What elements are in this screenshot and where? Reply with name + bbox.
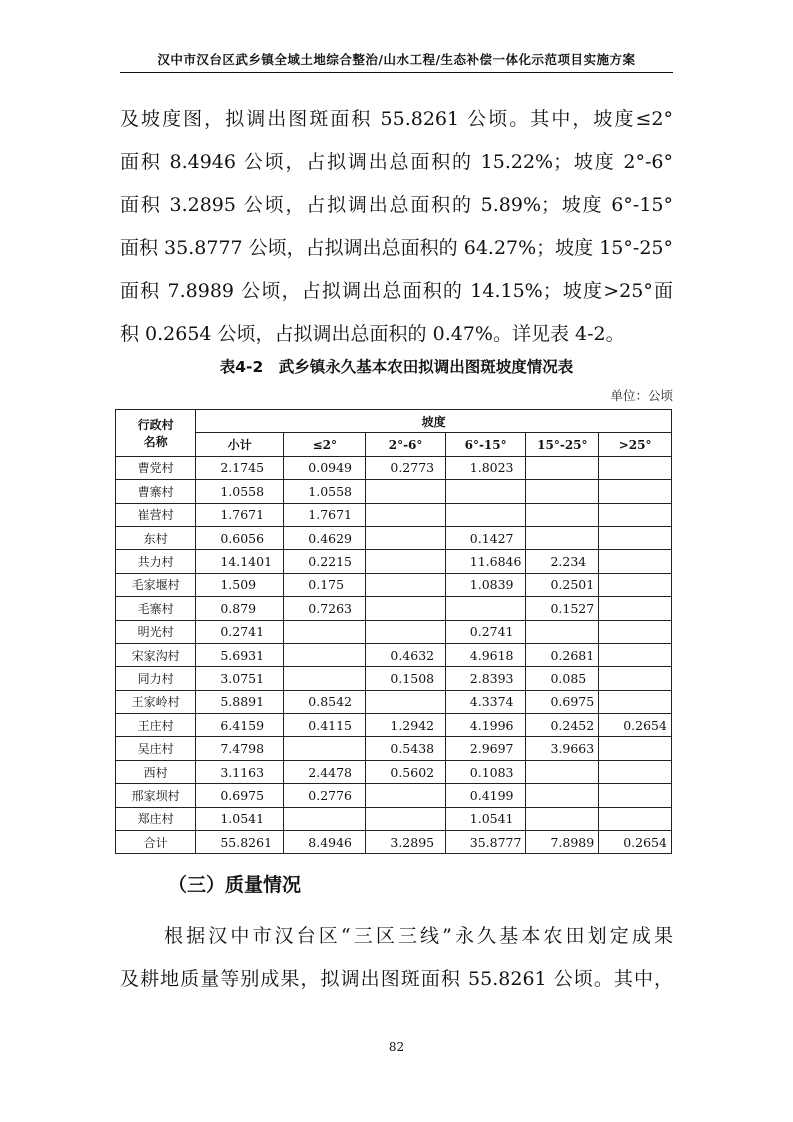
value-cell: 0.175 — [284, 573, 366, 596]
value-cell: 0.6975 — [196, 784, 284, 807]
value-cell — [366, 480, 445, 503]
village-name-cell: 明光村 — [116, 620, 196, 643]
paragraph-line: 及坡度图，拟调出图斑面积 55.8261 公顷。其中，坡度≤2° — [120, 108, 673, 130]
village-name-cell: 共力村 — [116, 550, 196, 573]
value-cell: 2.9697 — [445, 737, 526, 760]
slope-15-25-header: 15°-25° — [526, 433, 599, 456]
paragraph-line: 根据汉中市汉台区“三区三线”永久基本农田划定成果 — [164, 925, 673, 947]
slope-2-6-header: 2°-6° — [366, 433, 445, 456]
table-row — [116, 456, 672, 479]
value-cell: 1.0839 — [445, 573, 526, 596]
value-cell — [366, 690, 445, 713]
value-cell: 11.6846 — [445, 550, 526, 573]
value-cell — [284, 807, 366, 830]
slope-table — [115, 409, 672, 854]
value-cell: 0.2452 — [526, 714, 599, 737]
value-cell — [599, 526, 672, 549]
value-cell: 2.234 — [526, 550, 599, 573]
slope-table-body — [116, 456, 672, 854]
value-cell: 1.8023 — [445, 456, 526, 479]
village-name-cell: 东村 — [116, 526, 196, 549]
value-cell: 5.8891 — [196, 690, 284, 713]
value-cell: 0.1508 — [366, 667, 445, 690]
table-row — [116, 643, 672, 666]
value-cell — [526, 526, 599, 549]
value-cell — [284, 667, 366, 690]
table-row — [116, 784, 672, 807]
value-cell — [599, 620, 672, 643]
value-cell: 0.7263 — [284, 597, 366, 620]
village-name-cell: 毛家堰村 — [116, 573, 196, 596]
value-cell: 3.2895 — [366, 831, 445, 854]
paragraph-line: 面积 8.4946 公顷，占拟调出总面积的 15.22%；坡度 2°-6° — [120, 151, 673, 173]
value-cell: 1.0541 — [196, 807, 284, 830]
value-cell: 0.2741 — [196, 620, 284, 643]
value-cell — [445, 597, 526, 620]
value-cell — [599, 480, 672, 503]
value-cell: 0.4629 — [284, 526, 366, 549]
value-cell — [366, 807, 445, 830]
value-cell — [526, 456, 599, 479]
value-cell: 4.1996 — [445, 714, 526, 737]
value-cell — [366, 526, 445, 549]
value-cell: 0.4199 — [445, 784, 526, 807]
value-cell: 0.1427 — [445, 526, 526, 549]
value-cell: 4.9618 — [445, 643, 526, 666]
village-name-cell: 宋家沟村 — [116, 643, 196, 666]
value-cell: 0.0949 — [284, 456, 366, 479]
value-cell: 3.0751 — [196, 667, 284, 690]
slope-gt25-header: >25° — [599, 433, 672, 456]
paragraph-line: 面积 3.2895 公顷，占拟调出总面积的 5.89%；坡度 6°-15° — [120, 194, 673, 216]
value-cell — [284, 620, 366, 643]
value-cell: 0.2776 — [284, 784, 366, 807]
paragraph-line: 面积 7.8989 公顷，占拟调出总面积的 14.15%；坡度>25°面 — [120, 280, 673, 302]
value-cell — [445, 503, 526, 526]
table-row — [116, 550, 672, 573]
table-row — [116, 690, 672, 713]
table-row — [116, 620, 672, 643]
value-cell: 0.2741 — [445, 620, 526, 643]
value-cell — [526, 807, 599, 830]
value-cell: 2.4478 — [284, 760, 366, 783]
village-header-line: 行政村 — [137, 417, 174, 432]
paragraph-line: 面积 35.8777 公顷，占拟调出总面积的 64.27%；坡度 15°-25° — [120, 237, 673, 259]
table-row — [116, 760, 672, 783]
value-cell: 0.085 — [526, 667, 599, 690]
value-cell: 0.2681 — [526, 643, 599, 666]
value-cell — [599, 667, 672, 690]
table-row — [116, 573, 672, 596]
value-cell — [599, 737, 672, 760]
value-cell — [599, 690, 672, 713]
value-cell: 2.1745 — [196, 456, 284, 479]
quality-paragraph — [120, 915, 673, 1001]
value-cell: 0.5602 — [366, 760, 445, 783]
value-cell — [599, 784, 672, 807]
value-cell: 1.7671 — [196, 503, 284, 526]
value-cell — [366, 597, 445, 620]
village-name-cell: 曹寨村 — [116, 480, 196, 503]
value-cell — [366, 503, 445, 526]
table-row — [116, 597, 672, 620]
table-row — [116, 526, 672, 549]
value-cell: 0.4632 — [366, 643, 445, 666]
value-cell: 0.2654 — [599, 714, 672, 737]
value-cell — [526, 784, 599, 807]
value-cell — [284, 737, 366, 760]
table-caption: 表4-2 武乡镇永久基本农田拟调出图斑坡度情况表 — [219, 358, 574, 376]
value-cell: 1.7671 — [284, 503, 366, 526]
value-cell: 7.4798 — [196, 737, 284, 760]
slope-6-15-header: 6°-15° — [445, 433, 526, 456]
village-header — [116, 410, 196, 457]
value-cell: 3.9663 — [526, 737, 599, 760]
slope-group-header: 坡度 — [196, 410, 672, 433]
village-name-cell: 邢家坝村 — [116, 784, 196, 807]
value-cell: 0.1083 — [445, 760, 526, 783]
value-cell: 5.6931 — [196, 643, 284, 666]
page-number: 82 — [388, 1040, 405, 1054]
value-cell — [599, 643, 672, 666]
value-cell — [599, 456, 672, 479]
village-name-cell: 曹党村 — [116, 456, 196, 479]
value-cell: 1.2942 — [366, 714, 445, 737]
header-rule — [120, 72, 673, 73]
value-cell — [599, 503, 672, 526]
value-cell — [526, 480, 599, 503]
value-cell: 0.2215 — [284, 550, 366, 573]
value-cell: 2.8393 — [445, 667, 526, 690]
village-header-line: 名称 — [143, 434, 168, 449]
value-cell — [366, 620, 445, 643]
value-cell: 14.1401 — [196, 550, 284, 573]
village-name-cell: 吴庄村 — [116, 737, 196, 760]
table-unit: 单位：公顷 — [610, 388, 673, 403]
value-cell — [366, 573, 445, 596]
village-name-cell: 西村 — [116, 760, 196, 783]
subtotal-header: 小计 — [196, 433, 284, 456]
value-cell: 0.1527 — [526, 597, 599, 620]
paragraph-line: 积 0.2654 公顷，占拟调出总面积的 0.47%。详见表 4-2。 — [120, 323, 625, 345]
table-row — [116, 831, 672, 854]
table-row — [116, 714, 672, 737]
value-cell — [284, 643, 366, 666]
table-row — [116, 503, 672, 526]
village-name-cell: 毛寨村 — [116, 597, 196, 620]
table-row — [116, 737, 672, 760]
value-cell — [526, 503, 599, 526]
value-cell: 0.6056 — [196, 526, 284, 549]
table-row — [116, 667, 672, 690]
value-cell — [366, 550, 445, 573]
value-cell: 0.8542 — [284, 690, 366, 713]
value-cell: 8.4946 — [284, 831, 366, 854]
village-name-cell: 同力村 — [116, 667, 196, 690]
value-cell: 1.0541 — [445, 807, 526, 830]
slope-summary-paragraph — [120, 98, 673, 356]
slope-le2-header: ≤2° — [284, 433, 366, 456]
value-cell — [599, 760, 672, 783]
value-cell: 0.879 — [196, 597, 284, 620]
value-cell: 0.2501 — [526, 573, 599, 596]
table-row — [116, 807, 672, 830]
value-cell — [599, 597, 672, 620]
village-name-cell: 合计 — [116, 831, 196, 854]
running-header: 汉中市汉台区武乡镇全域土地综合整治/山水工程/生态补偿一体化示范项目实施方案 — [157, 52, 636, 67]
value-cell — [599, 807, 672, 830]
value-cell — [599, 573, 672, 596]
section-title: （三）质量情况 — [168, 874, 302, 896]
value-cell: 3.1163 — [196, 760, 284, 783]
value-cell: 0.5438 — [366, 737, 445, 760]
value-cell: 1.0558 — [196, 480, 284, 503]
value-cell: 0.6975 — [526, 690, 599, 713]
value-cell — [445, 480, 526, 503]
table-row — [116, 480, 672, 503]
value-cell: 0.4115 — [284, 714, 366, 737]
value-cell: 35.8777 — [445, 831, 526, 854]
value-cell: 7.8989 — [526, 831, 599, 854]
value-cell — [599, 550, 672, 573]
value-cell: 1.509 — [196, 573, 284, 596]
village-name-cell: 王家岭村 — [116, 690, 196, 713]
village-name-cell: 王庄村 — [116, 714, 196, 737]
value-cell: 55.8261 — [196, 831, 284, 854]
value-cell: 1.0558 — [284, 480, 366, 503]
value-cell: 0.2773 — [366, 456, 445, 479]
value-cell: 0.2654 — [599, 831, 672, 854]
value-cell: 4.3374 — [445, 690, 526, 713]
village-name-cell: 崔营村 — [116, 503, 196, 526]
value-cell — [526, 760, 599, 783]
value-cell — [526, 620, 599, 643]
value-cell: 6.4159 — [196, 714, 284, 737]
village-name-cell: 郑庄村 — [116, 807, 196, 830]
value-cell — [366, 784, 445, 807]
paragraph-line: 及耕地质量等别成果，拟调出图斑面积 55.8261 公顷。其中， — [120, 968, 673, 990]
